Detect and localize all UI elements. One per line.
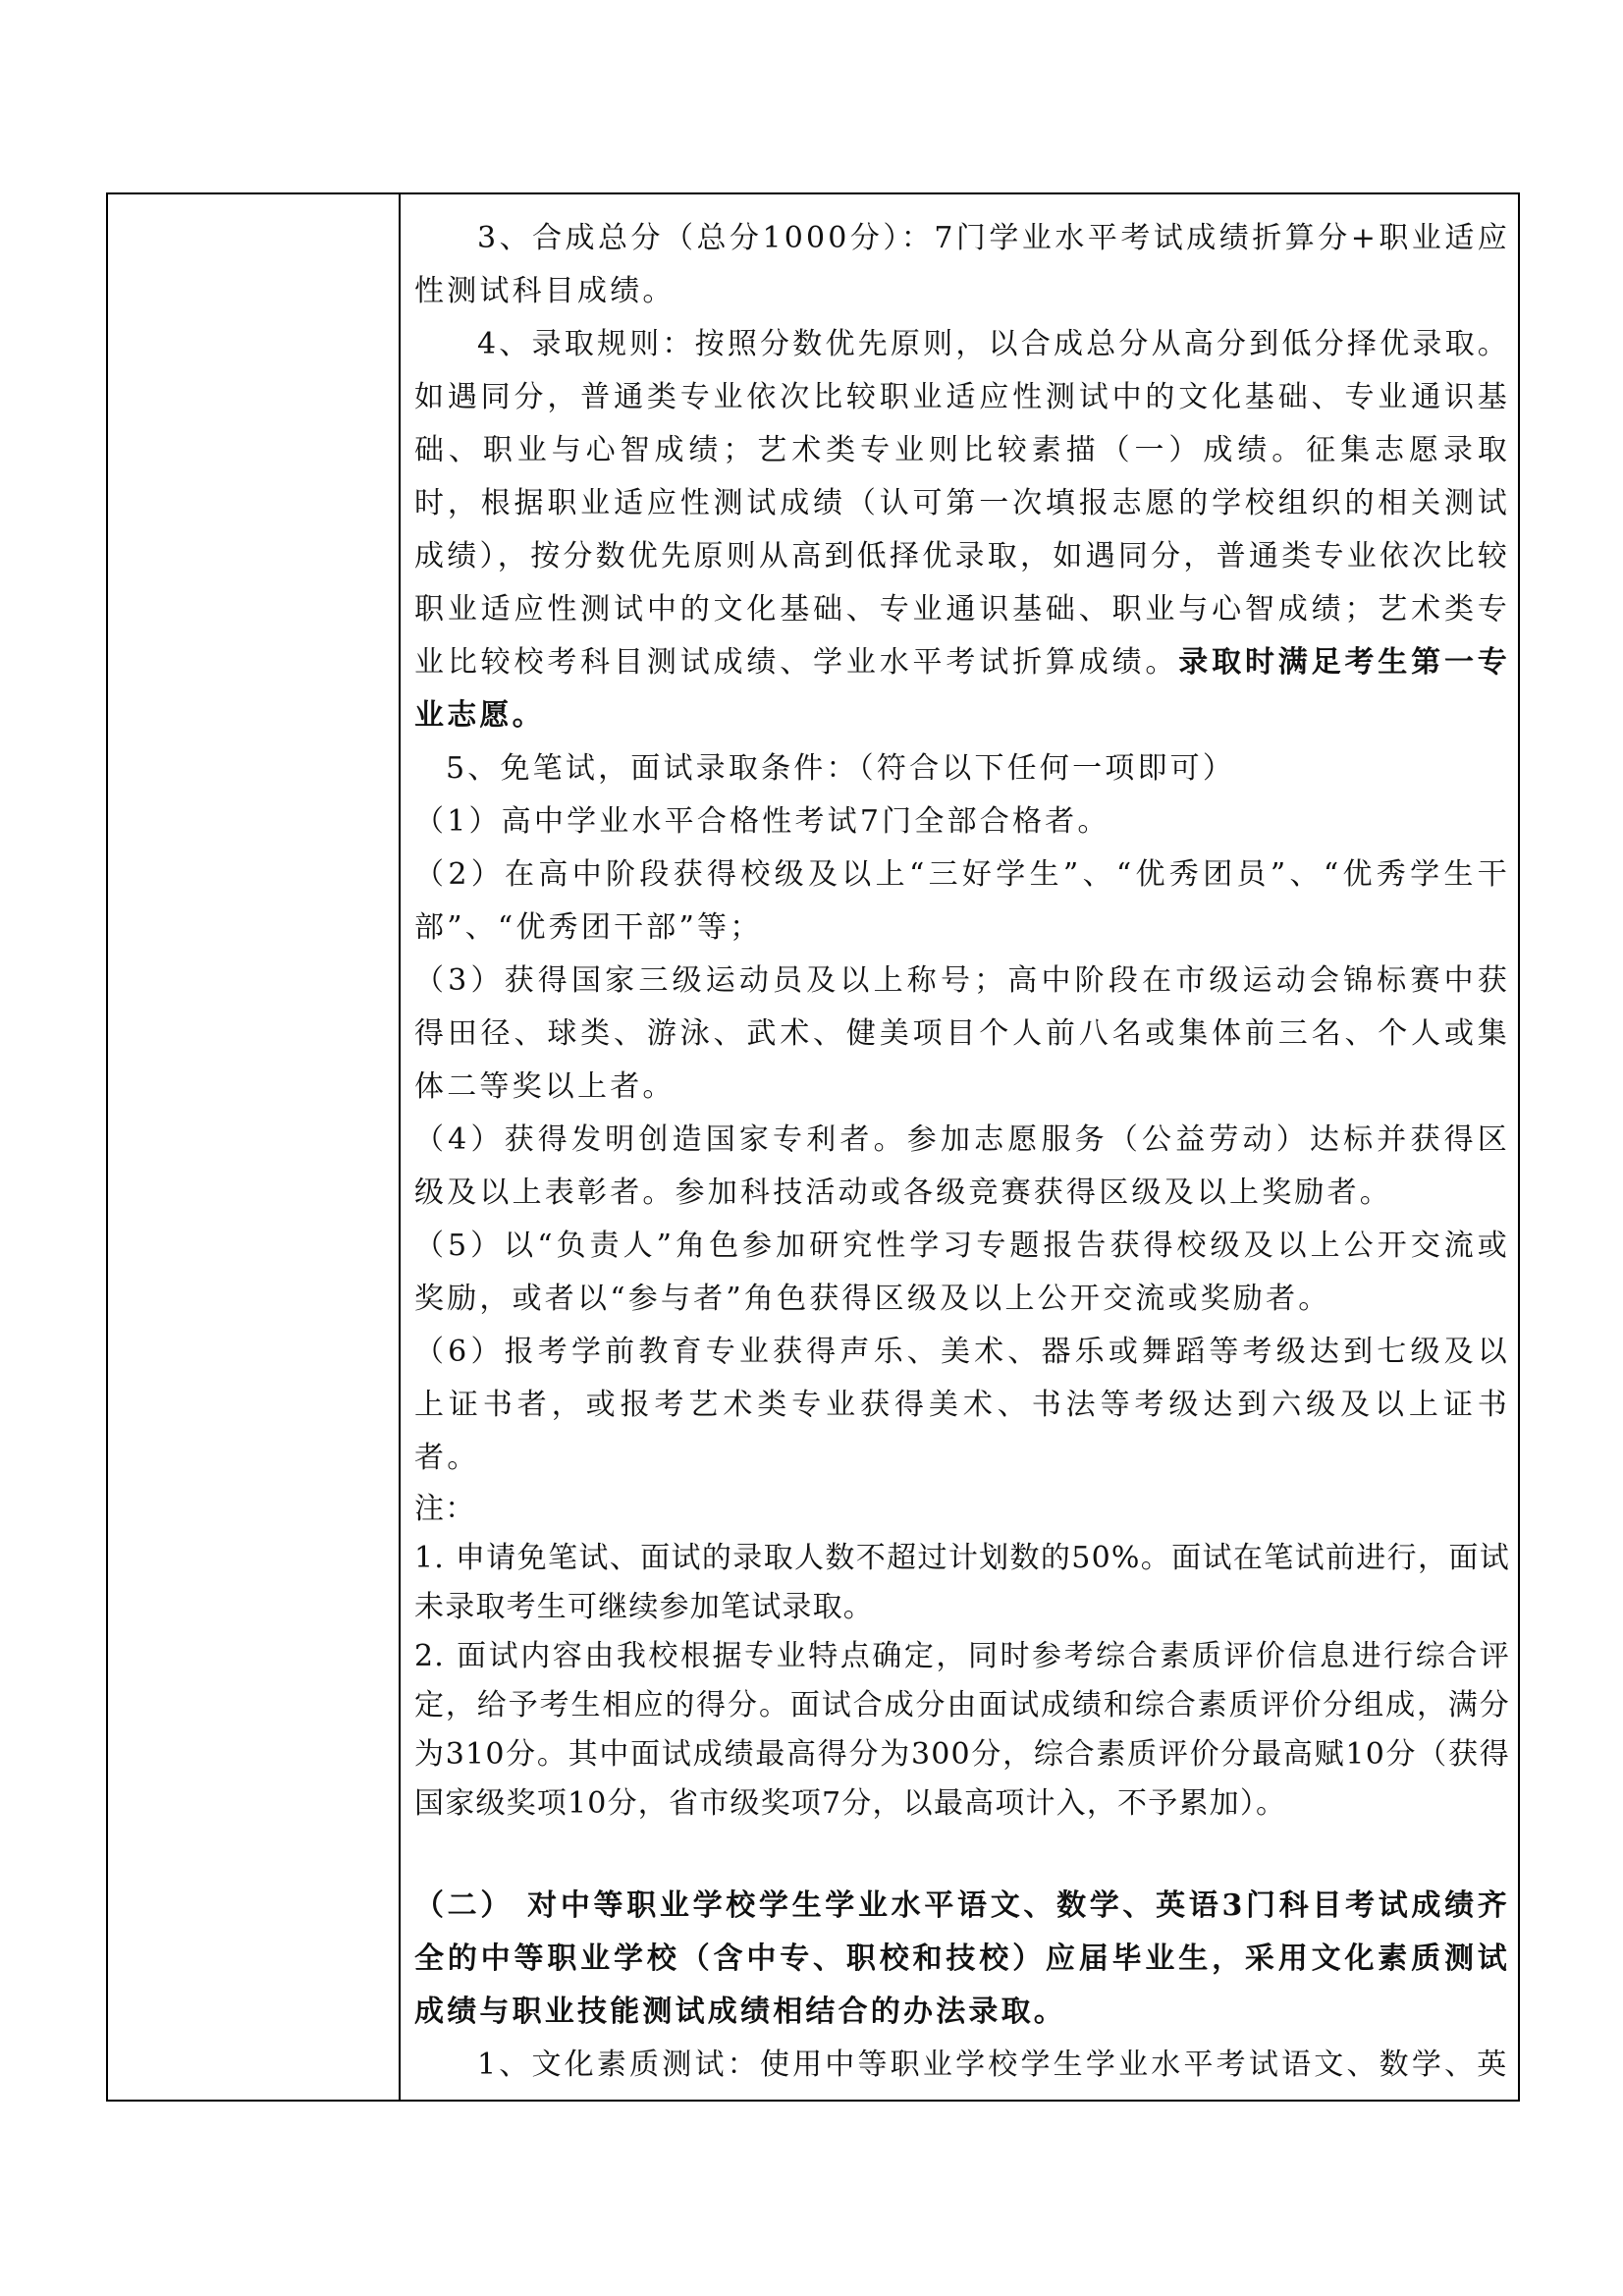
note-1: 1. 申请免笔试、面试的录取人数不超过计划数的50%。面试在笔试前进行，面试未录取考生可继续参加笔试录取。 xyxy=(414,1541,1510,1624)
label-column xyxy=(108,194,401,2100)
paragraph-interview-conditions: 5、免笔试，面试录取条件：（符合以下任何一项即可） xyxy=(446,751,1236,786)
admission-rules-bold: 录取时满足考生第一专业志愿。 xyxy=(414,645,1511,733)
spacer xyxy=(414,1829,1510,1880)
section-two-heading: （二） 对中等职业学校学生学业水平语文、数学、英语3门科目考试成绩齐全的中等职业学校（含中专、职校和技校）应届毕业生，采用文化素质测试成绩与职业技能测试成绩相结合的办法录取。 xyxy=(414,1888,1510,2029)
condition-4: （4）获得发明创造国家专利者。参加志愿服务（公益劳动）达标并获得区级及以上表彰者。参加科技活动或各级竞赛获得区级及以上奖励者。 xyxy=(414,1122,1510,1210)
note-2: 2. 面试内容由我校根据专业特点确定，同时参考综合素质评价信息进行综合评定，给予考生相应的得分。面试合成分由面试成绩和综合素质评价分组成，满分为310分。其中面试成绩最高得分为300分，综合素质评价分最高赋10分（获得国家级奖项10分，省市级奖项7分，以最高项计入，不予累加）。 xyxy=(414,1639,1510,1821)
paragraph-total-score: 3、合成总分（总分1000分）：7门学业水平考试成绩折算分+职业适应性测试科目成绩。 xyxy=(414,221,1510,308)
paragraph-admission-rules xyxy=(414,318,1510,742)
content-table xyxy=(106,192,1520,2102)
condition-2: （2）在高中阶段获得校级及以上“三好学生”、“优秀团员”、“优秀学生干部”、“优秀团干部”等； xyxy=(414,857,1510,945)
admission-rules-text: 4、录取规则：按照分数优先原则，以合成总分从高分到低分择优录取。如遇同分，普通类专业依次比较职业适应性测试中的文化基础、专业通识基础、职业与心智成绩；艺术类专业则比较素描（一）成绩。征集志愿录取时，根据职业适应性测试成绩（认可第一次填报志愿的学校组织的相关测试成绩），按分数优先原则从高到低择优录取，如遇同分，普通类专业依次比较职业适应性测试中的文化基础、专业通识基础、职业与心智成绩；艺术类专业比较校考科目测试成绩、学业水平考试折算成绩。 xyxy=(414,327,1510,680)
paragraph-culture-test: 1、文化素质测试：使用中等职业学校学生学业水平考试语文、数学、英 xyxy=(477,2048,1510,2082)
condition-5: （5）以“负责人”角色参加研究性学习专题报告获得校级及以上公开交流或奖励，或者以“参与者”角色获得区级及以上公开交流或奖励者。 xyxy=(414,1229,1510,1316)
condition-3: （3）获得国家三级运动员及以上称号；高中阶段在市级运动会锦标赛中获得田径、球类、游泳、武术、健美项目个人前八名或集体前三名、个人或集体二等奖以上者。 xyxy=(414,963,1510,1104)
condition-6: （6）报考学前教育专业获得声乐、美术、器乐或舞蹈等考级达到七级及以上证书者，或报考艺术类专业获得美术、书法等考级达到六级及以上证书者。 xyxy=(414,1335,1510,1475)
note-label: 注： xyxy=(414,1492,476,1526)
condition-1: （1）高中学业水平合格性考试7门全部合格者。 xyxy=(414,804,1110,839)
content-cell xyxy=(403,212,1510,2092)
